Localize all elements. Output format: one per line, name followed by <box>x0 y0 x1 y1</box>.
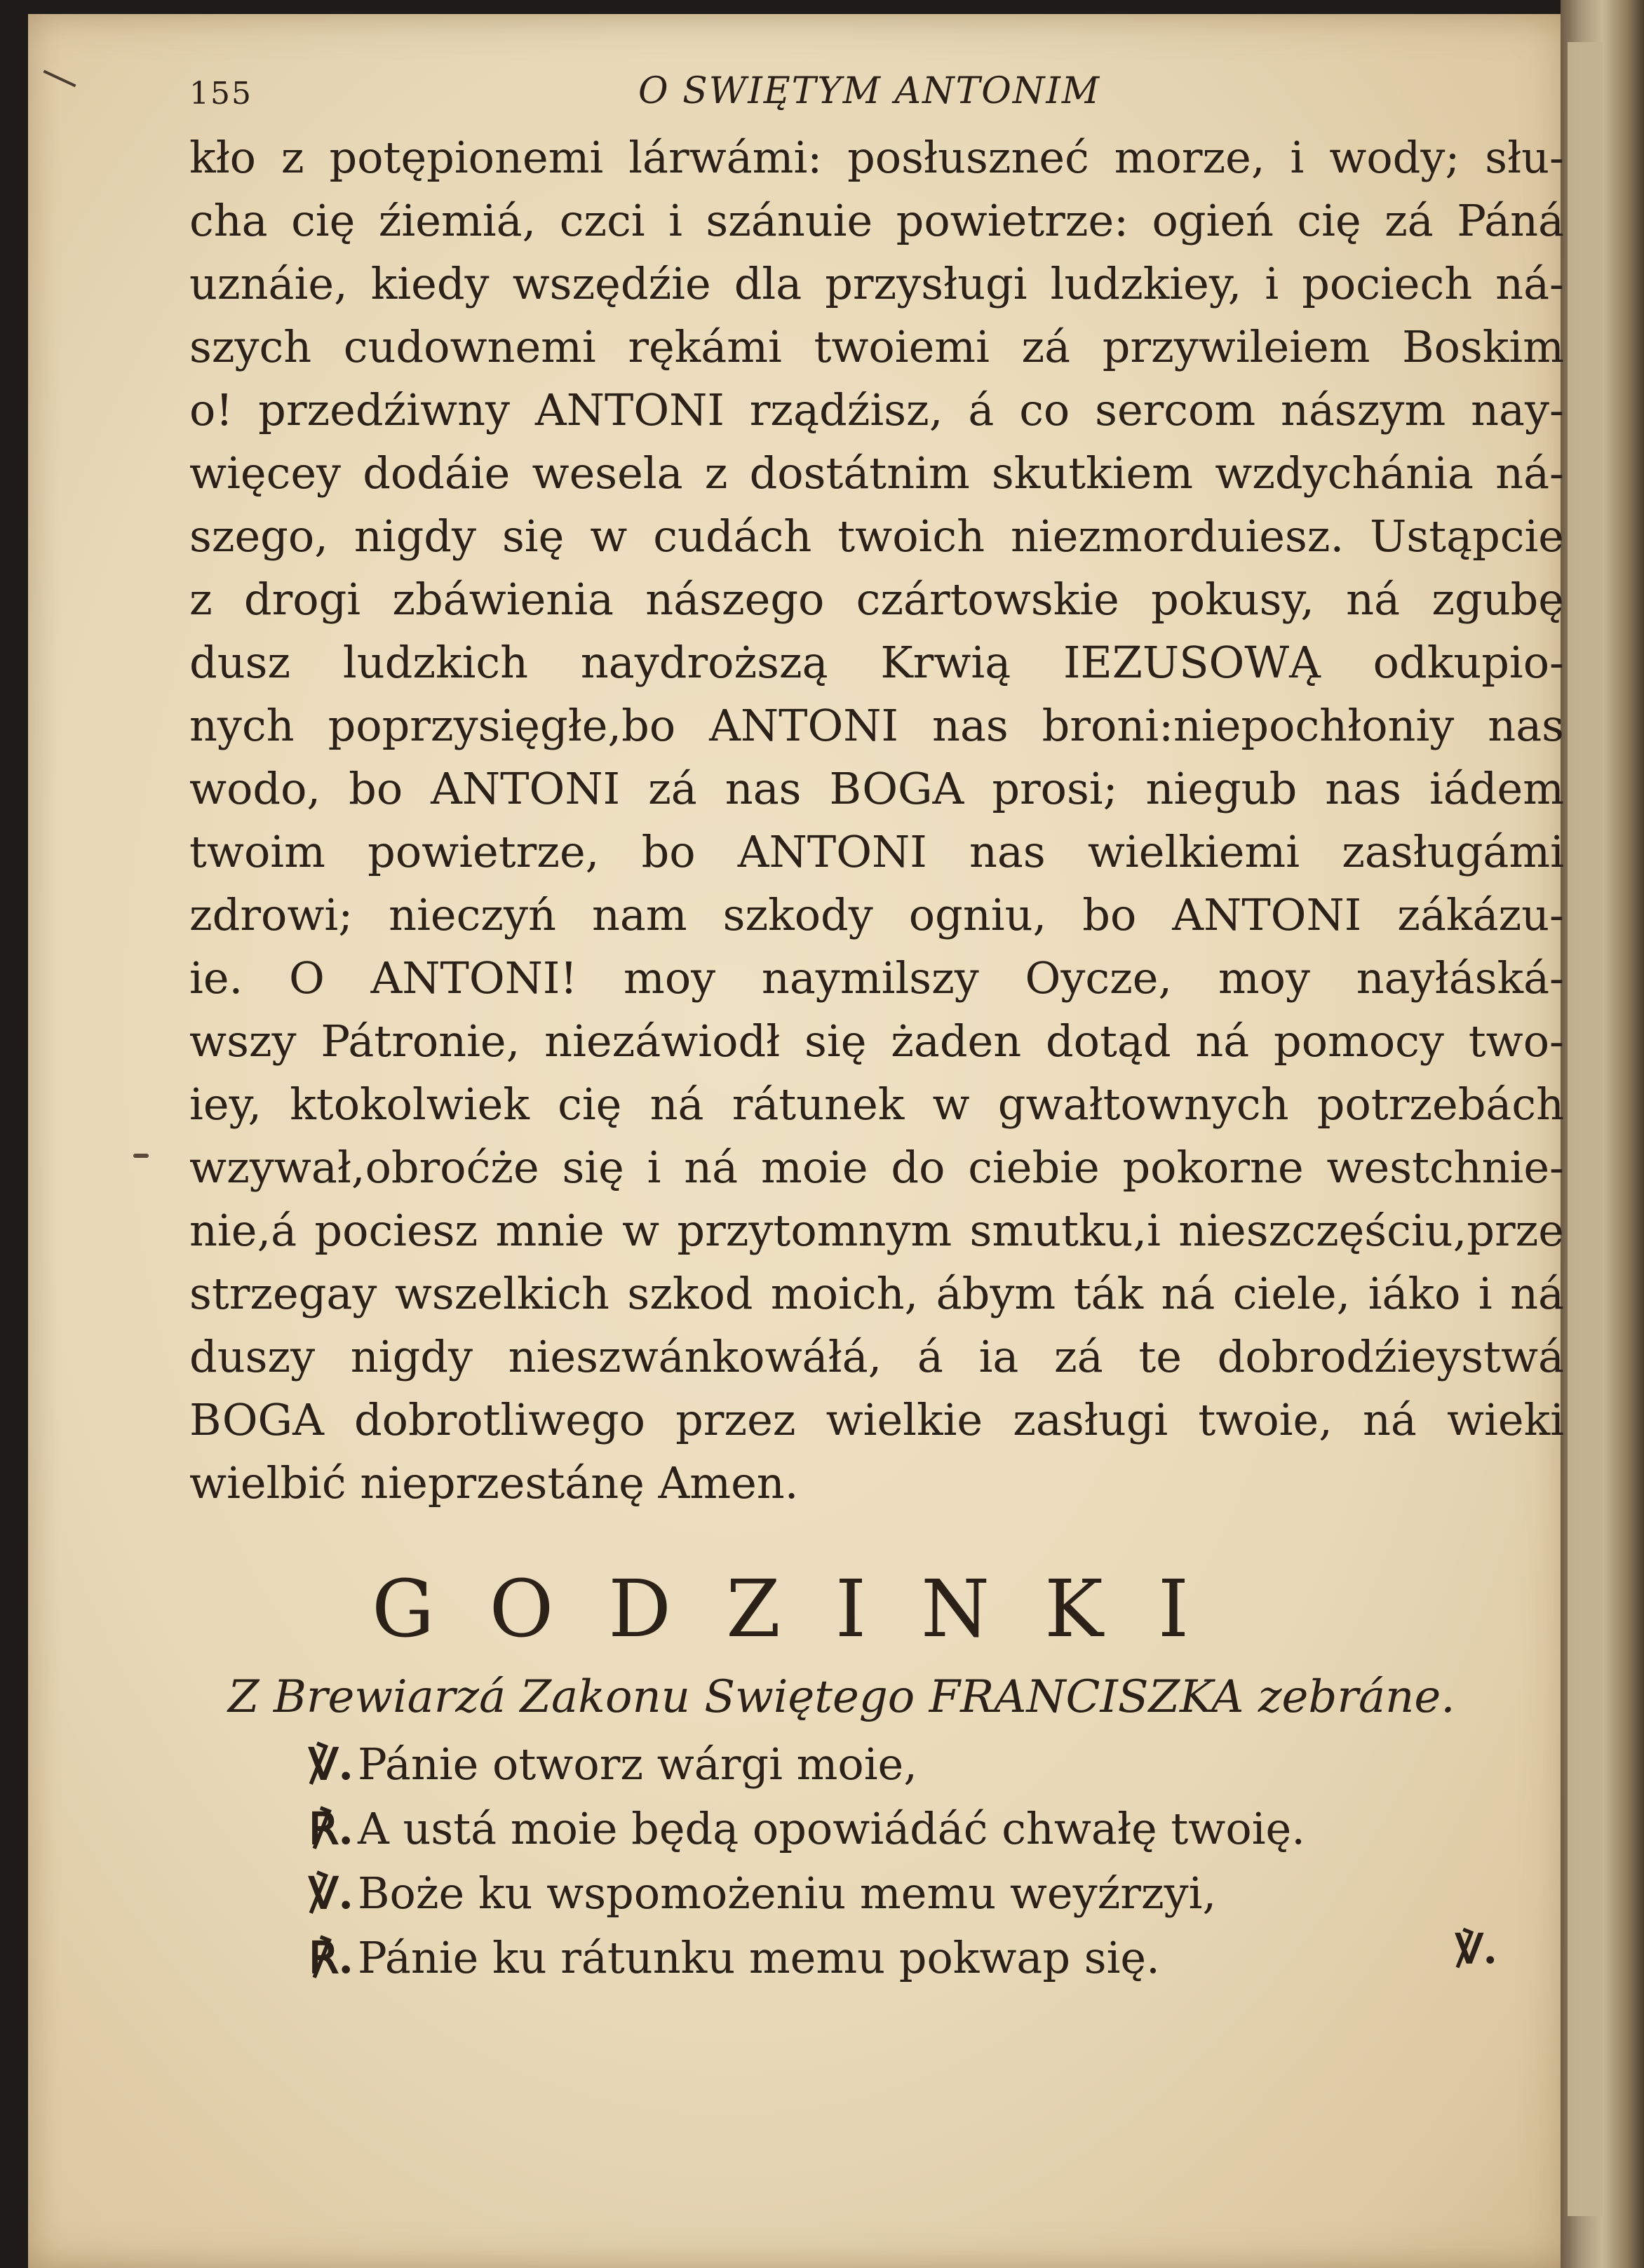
body-line: dusz ludzkich naydroższą Krwią IEZUSOWĄ odkupio- <box>189 637 1564 688</box>
versicle-mark: ℣. <box>309 1868 353 1919</box>
body-line: nie,á pociesz mnie w przytomnym smutku,i nieszczęściu,prze <box>189 1205 1564 1256</box>
body-line: cha cię źiemiá, czci i szánuie powietrze: ogień cię zá Páná <box>189 195 1564 246</box>
versicle-line <box>189 1732 1564 1797</box>
versicle-text: Boże ku wspomożeniu memu weyźrzyi, <box>358 1868 1217 1919</box>
body-line: więcey dodáie wesela z dostátnim skutkiem wzdychánia ná- <box>189 447 1564 499</box>
body-line: szych cudownemi rękámi twoiemi zá przywileiem Boskim <box>189 321 1564 372</box>
versicle-list <box>189 1732 1564 1990</box>
body-line: wielbić nieprzestánę Amen. <box>189 1457 799 1508</box>
body-text <box>189 126 1564 1515</box>
body-line: BOGA dobrotliwego przez wielkie zasługi twoie, ná wieki <box>189 1394 1564 1445</box>
response-mark: ℟. <box>309 1932 353 1983</box>
body-line: iey, ktokolwiek cię ná rátunek w gwałtownych potrzebách <box>189 1079 1564 1130</box>
section-heading: GODZINKI <box>372 1564 1244 1655</box>
body-line: wzywał,obroćże się i ná moie do ciebie pokorne westchnie- <box>189 1142 1564 1193</box>
response-text: Pánie ku rátunku memu pokwap się. <box>358 1932 1160 1983</box>
page-text-block <box>189 70 1564 1990</box>
page-number: 155 <box>189 76 252 112</box>
running-head-title: O SWIĘTYM ANTONIM <box>638 70 1101 112</box>
body-line: wszy Pátronie, niezáwiodł się żaden dotąd ná pomocy two- <box>189 1015 1564 1067</box>
catchword: ℣. <box>1455 1925 1497 1973</box>
body-line: z drogi zbáwienia nászego czártowskie pokusy, ná zgubę <box>189 574 1564 625</box>
body-line: uznáie, kiedy wszędźie dla przysługi ludzkiey, i pociech ná- <box>189 258 1564 309</box>
section-subtitle: Z Brewiarzá Zakonu Swiętego FRANCISZKA zebráne. <box>228 1671 1455 1723</box>
response-line <box>189 1926 1564 1990</box>
versicle-mark: ℣. <box>309 1739 353 1790</box>
body-line: kło z potępionemi lárwámi: posłuszneć morze, i wody; słu- <box>189 132 1564 183</box>
body-line: ie. O ANTONI! moy naymilszy Oycze, moy nayłáská- <box>189 952 1564 1004</box>
body-line: strzegay wszelkich szkod moich, ábym ták ná ciele, iáko i ná <box>189 1268 1564 1319</box>
body-line: o! przedźiwny ANTONI rządźisz, á co sercom nászym nay- <box>189 384 1564 436</box>
response-text: A ustá moie będą opowiádáć chwałę twoię. <box>358 1803 1305 1854</box>
versicle-text: Pánie otworz wárgi moie, <box>358 1739 917 1790</box>
response-line <box>189 1797 1564 1861</box>
running-head <box>189 70 1564 126</box>
response-mark: ℟. <box>309 1803 353 1854</box>
body-line: wodo, bo ANTONI zá nas BOGA prosi; niegub nas iádem <box>189 763 1564 814</box>
margin-ink-mark <box>133 1154 149 1158</box>
body-line: duszy nigdy nieszwánkowáłá, á ia zá te dobrodźieystwá <box>189 1331 1564 1382</box>
body-line: szego, nigdy się w cudách twoich niezmorduiesz. Ustąpcie <box>189 511 1564 562</box>
versicle-line <box>189 1861 1564 1926</box>
body-line: nych poprzysięgłe,bo ANTONI nas broni:niepochłoniy nas <box>189 700 1564 751</box>
facing-page-edge <box>1568 42 1603 2216</box>
body-line: twoim powietrze, bo ANTONI nas wielkiemi zasługámi <box>189 826 1564 877</box>
body-line: zdrowi; nieczyń nam szkody ogniu, bo ANTONI zákázu- <box>189 889 1564 940</box>
